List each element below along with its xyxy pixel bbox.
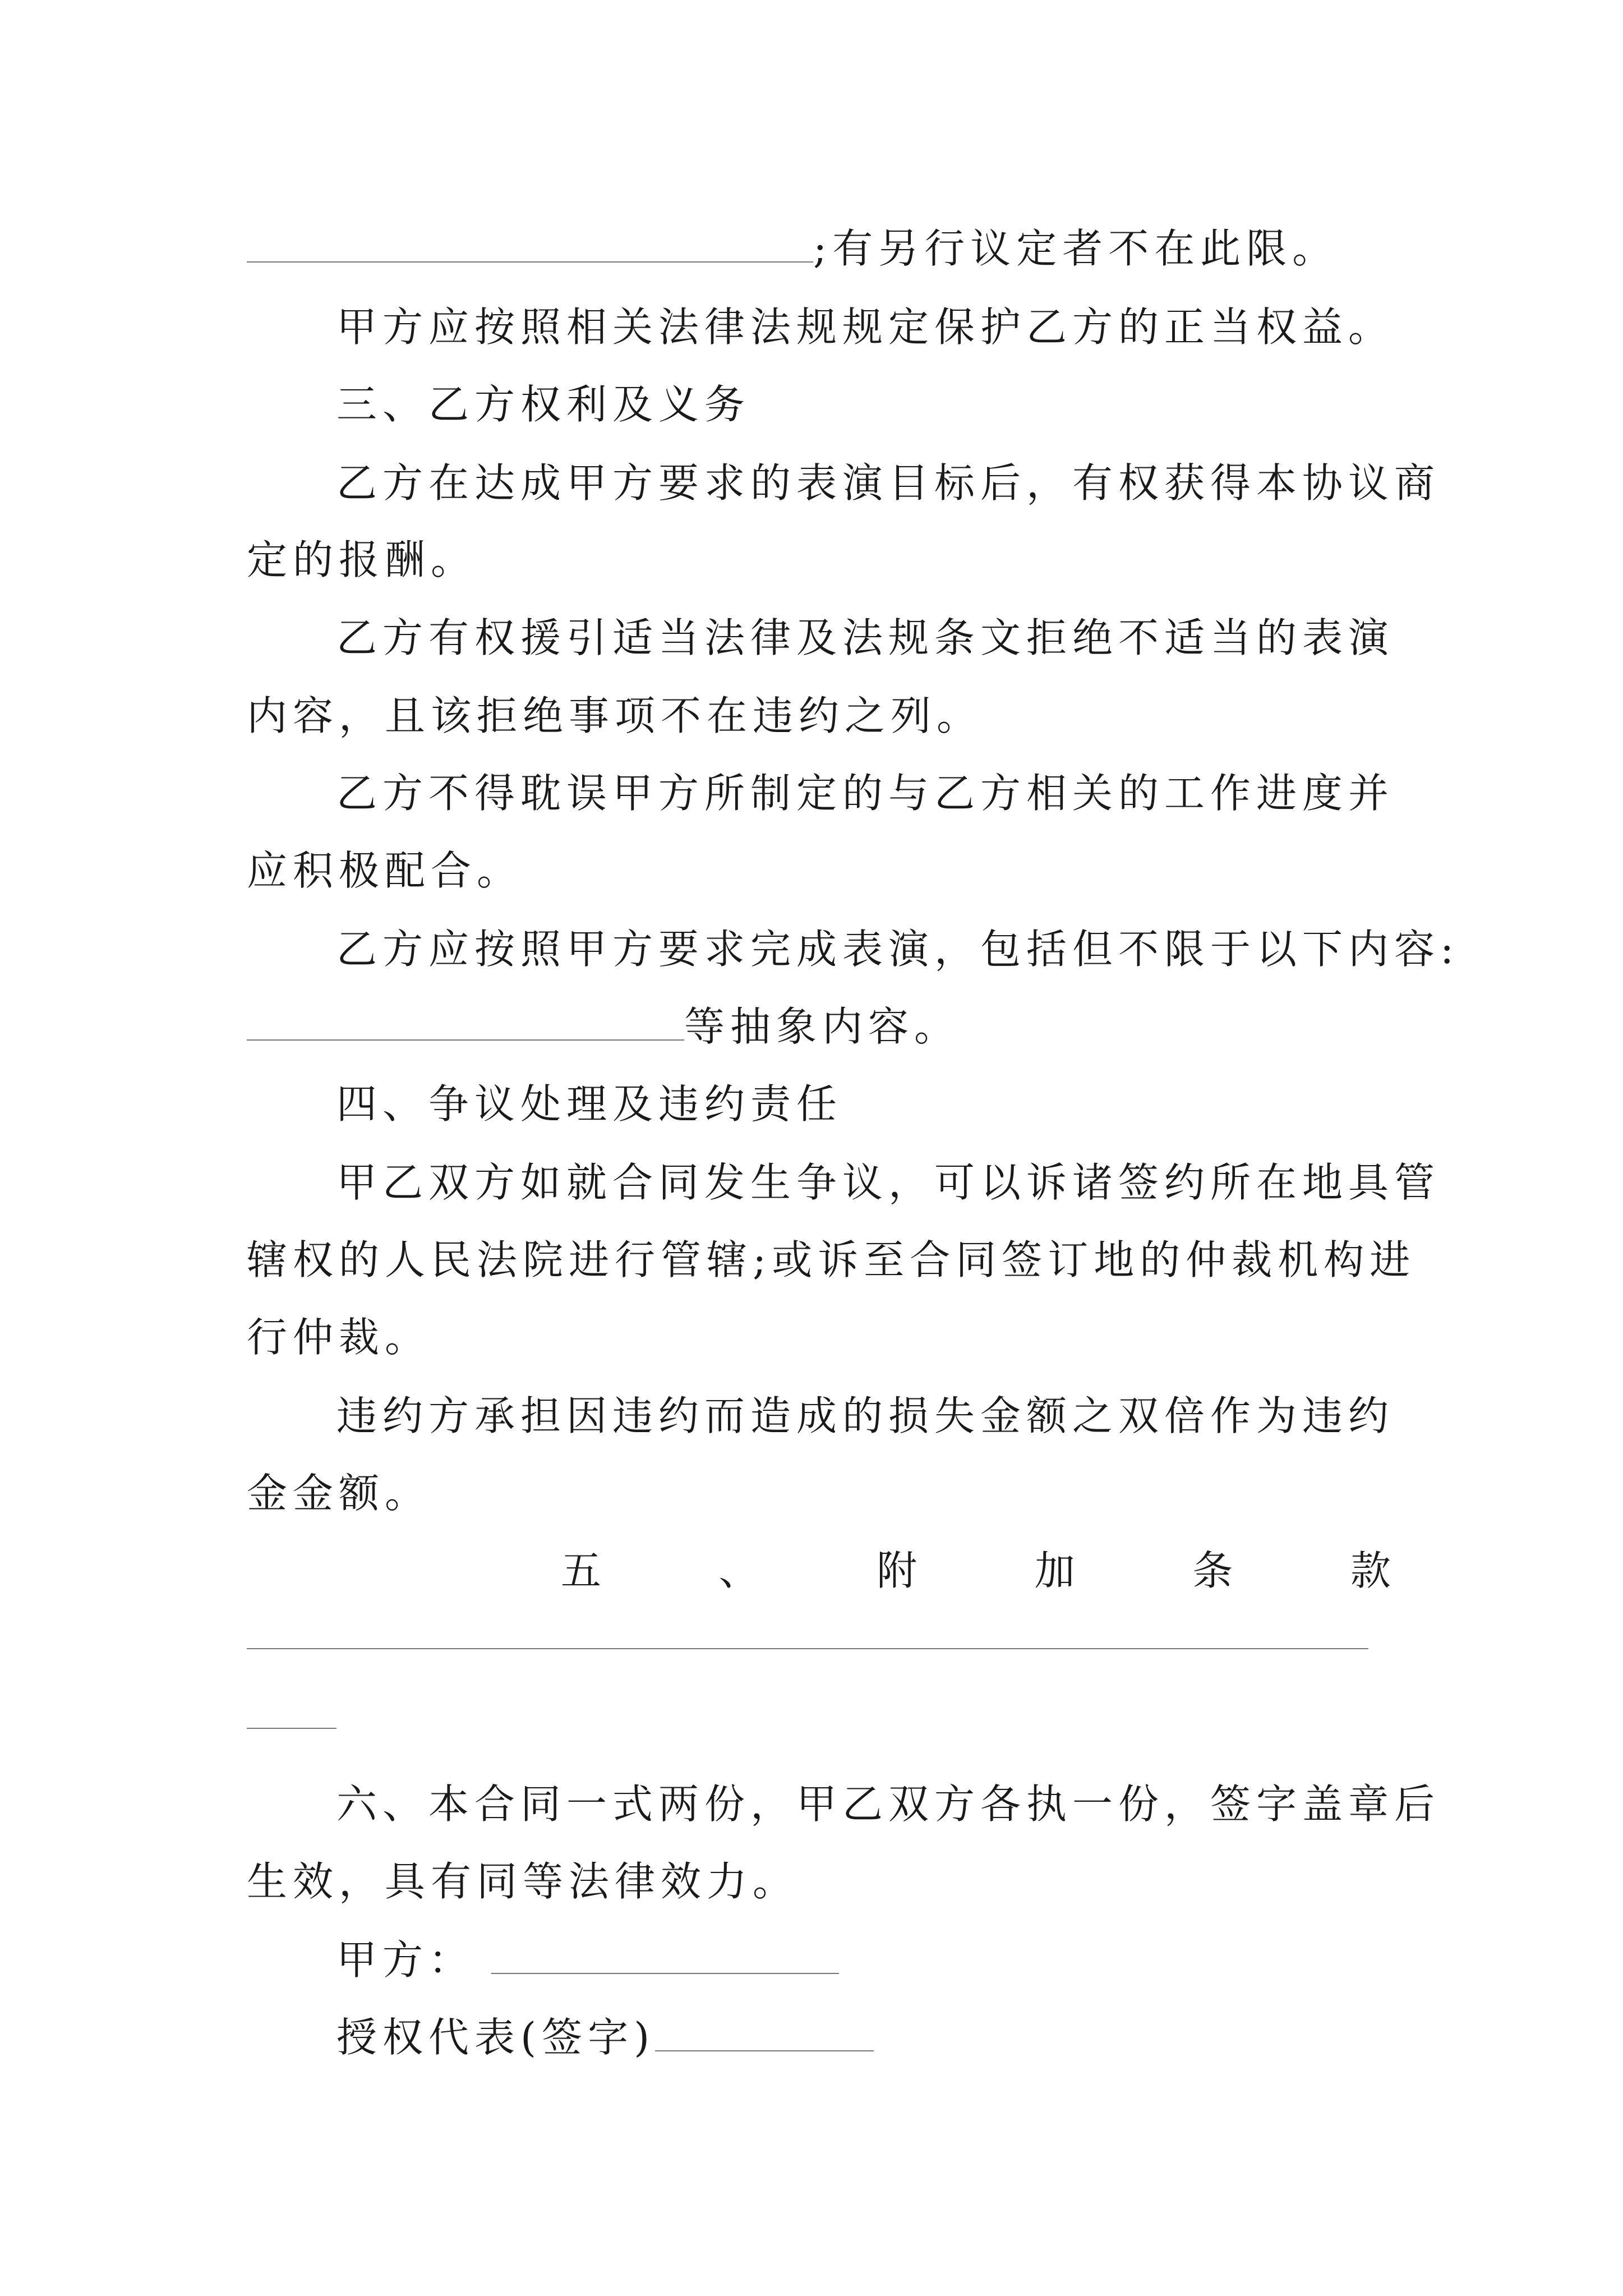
section-heading-3: 三、乙方权利及义务 <box>336 381 751 428</box>
paragraph-penalty-2: 金金额。 <box>247 1470 431 1517</box>
section-heading-4: 四、争议处理及违约责任 <box>336 1080 843 1128</box>
paragraph-penalty-1: 违约方承担因违约而造成的损失金额之双倍作为违约 <box>336 1392 1395 1439</box>
blank-underline-long[interactable] <box>247 1648 1368 1649</box>
paragraph-remuneration-2: 定的报酬。 <box>247 536 477 583</box>
party-a-line <box>247 1927 1481 1986</box>
paragraph-remuneration-1: 乙方在达成甲方要求的表演目标后，有权获得本协议商 <box>336 459 1441 507</box>
blank-underline[interactable] <box>247 227 813 263</box>
paragraph-refusal-2: 内容，且该拒绝事项不在违约之列。 <box>247 692 983 739</box>
authorized-rep-label: 授权代表(签字) <box>336 2014 656 2061</box>
party-a-label: 甲方： <box>336 1936 475 1984</box>
line-text: 等抽象内容。 <box>684 1003 961 1050</box>
paragraph-dispute-2: 辖权的人民法院进行管辖;或诉至合同签订地的仲裁机构进 <box>247 1236 1416 1283</box>
paragraph-schedule-2: 应积极配合。 <box>247 847 523 894</box>
line-text: ;有另行议定者不在此限。 <box>813 225 1339 272</box>
blank-underline-short[interactable] <box>247 1728 336 1729</box>
paragraph-protect-rights: 甲方应按照相关法律法规规定保护乙方的正当权益。 <box>336 303 1395 351</box>
paragraph-copies-2: 生效，具有同等法律效力。 <box>247 1858 799 1905</box>
paragraph-performance-2 <box>247 994 1391 1052</box>
paragraph-dispute-3: 行仲裁。 <box>247 1314 431 1361</box>
paragraph-dispute-1: 甲乙双方如就合同发生争议，可以诉诸签约所在地具管 <box>336 1159 1441 1206</box>
blank-underline[interactable] <box>247 1005 684 1041</box>
paragraph-performance-1: 乙方应按照甲方要求完成表演，包括但不限于以下内容: <box>336 926 1460 973</box>
signature-blank[interactable] <box>655 2016 874 2051</box>
paragraph-refusal-1: 乙方有权援引适当法律及法规条文拒绝不适当的表演 <box>336 614 1395 661</box>
paragraph-schedule-1: 乙方不得耽误甲方所制定的与乙方相关的工作进度并 <box>336 770 1395 817</box>
section-heading-5: 五 、 附 加 条 款 <box>561 1547 1391 1594</box>
line-1 <box>247 216 1391 274</box>
party-a-blank[interactable] <box>491 1938 839 1974</box>
paragraph-copies-1: 六、本合同一式两份，甲乙双方各执一份，签字盖章后 <box>336 1780 1441 1828</box>
authorized-rep-line <box>247 2005 1481 2063</box>
